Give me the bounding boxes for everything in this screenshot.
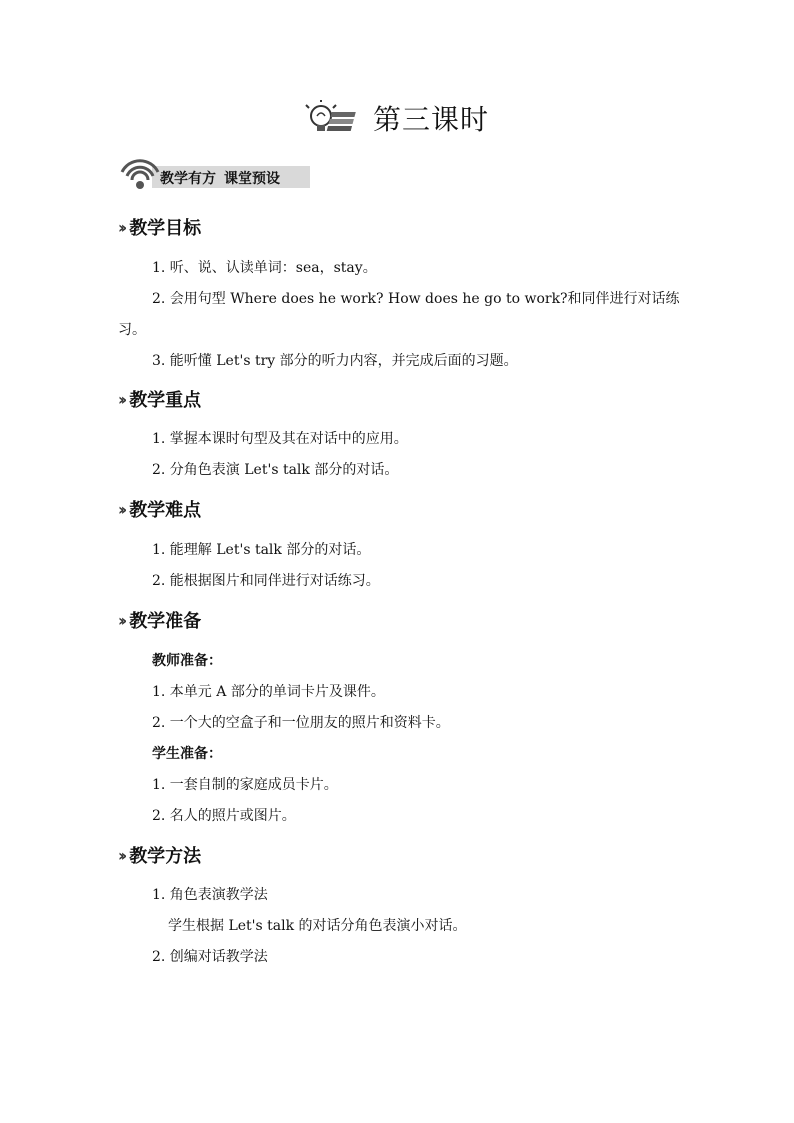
teacher-prep-item-2: 2. 一个大的空盒子和一位朋友的照片和资料卡。 [152,715,450,731]
page-header [0,98,794,138]
goals-item-3: 3. 能听懂 Let's try 部分的听力内容，并完成后面的习题。 [152,353,518,369]
banner-label-2: 课堂预设 [224,171,280,187]
double-chevron-icon: ›› [118,389,124,409]
key-points-item-2: 2. 分角色表演 Let's talk 部分的对话。 [152,462,399,478]
student-prep-label: 学生准备： [152,746,222,762]
teacher-prep-label: 教师准备： [152,653,222,669]
heading-text: 教学难点 [129,500,202,521]
section-banner [118,156,310,192]
double-chevron-icon: ›› [118,499,124,519]
section-heading-preparation [118,607,201,633]
section-heading-difficulties [118,496,201,522]
heading-text: 教学目标 [129,218,202,239]
student-prep-item-1: 1. 一套自制的家庭成员卡片。 [152,777,338,793]
page-title: 第三课时 [372,103,489,136]
lightbulb-books-icon [305,100,363,136]
heading-text: 教学方法 [129,846,202,867]
heading-text: 教学准备 [129,611,202,632]
difficulties-item-1: 1. 能理解 Let's talk 部分的对话。 [152,542,371,558]
banner-text [160,168,280,188]
key-points-item-1: 1. 掌握本课时句型及其在对话中的应用。 [152,431,408,447]
methods-item-1: 1. 角色表演教学法 [152,887,268,903]
methods-item-1-desc: 学生根据 Let's talk 的对话分角色表演小对话。 [168,918,467,934]
heading-text: 教学重点 [129,390,202,411]
goals-item-2: 2. 会用句型 Where does he work? How does he go to work?和同伴进行对话练 [152,291,680,307]
section-heading-goals [118,214,201,240]
methods-item-2: 2. 创编对话教学法 [152,949,268,965]
double-chevron-icon: ›› [118,610,124,630]
goals-item-1: 1. 听、说、认读单词：sea，stay。 [152,260,377,276]
double-chevron-icon: ›› [118,217,124,237]
section-heading-methods [118,842,201,868]
student-prep-item-2: 2. 名人的照片或图片。 [152,808,296,824]
goals-item-2-cont: 习。 [118,322,146,338]
banner-label-1: 教学有方 [160,171,216,187]
wifi-signal-icon [118,156,162,192]
double-chevron-icon: ›› [118,845,124,865]
teacher-prep-item-1: 1. 本单元 A 部分的单词卡片及课件。 [152,684,385,700]
difficulties-item-2: 2. 能根据图片和同伴进行对话练习。 [152,573,380,589]
section-heading-key-points [118,386,201,412]
